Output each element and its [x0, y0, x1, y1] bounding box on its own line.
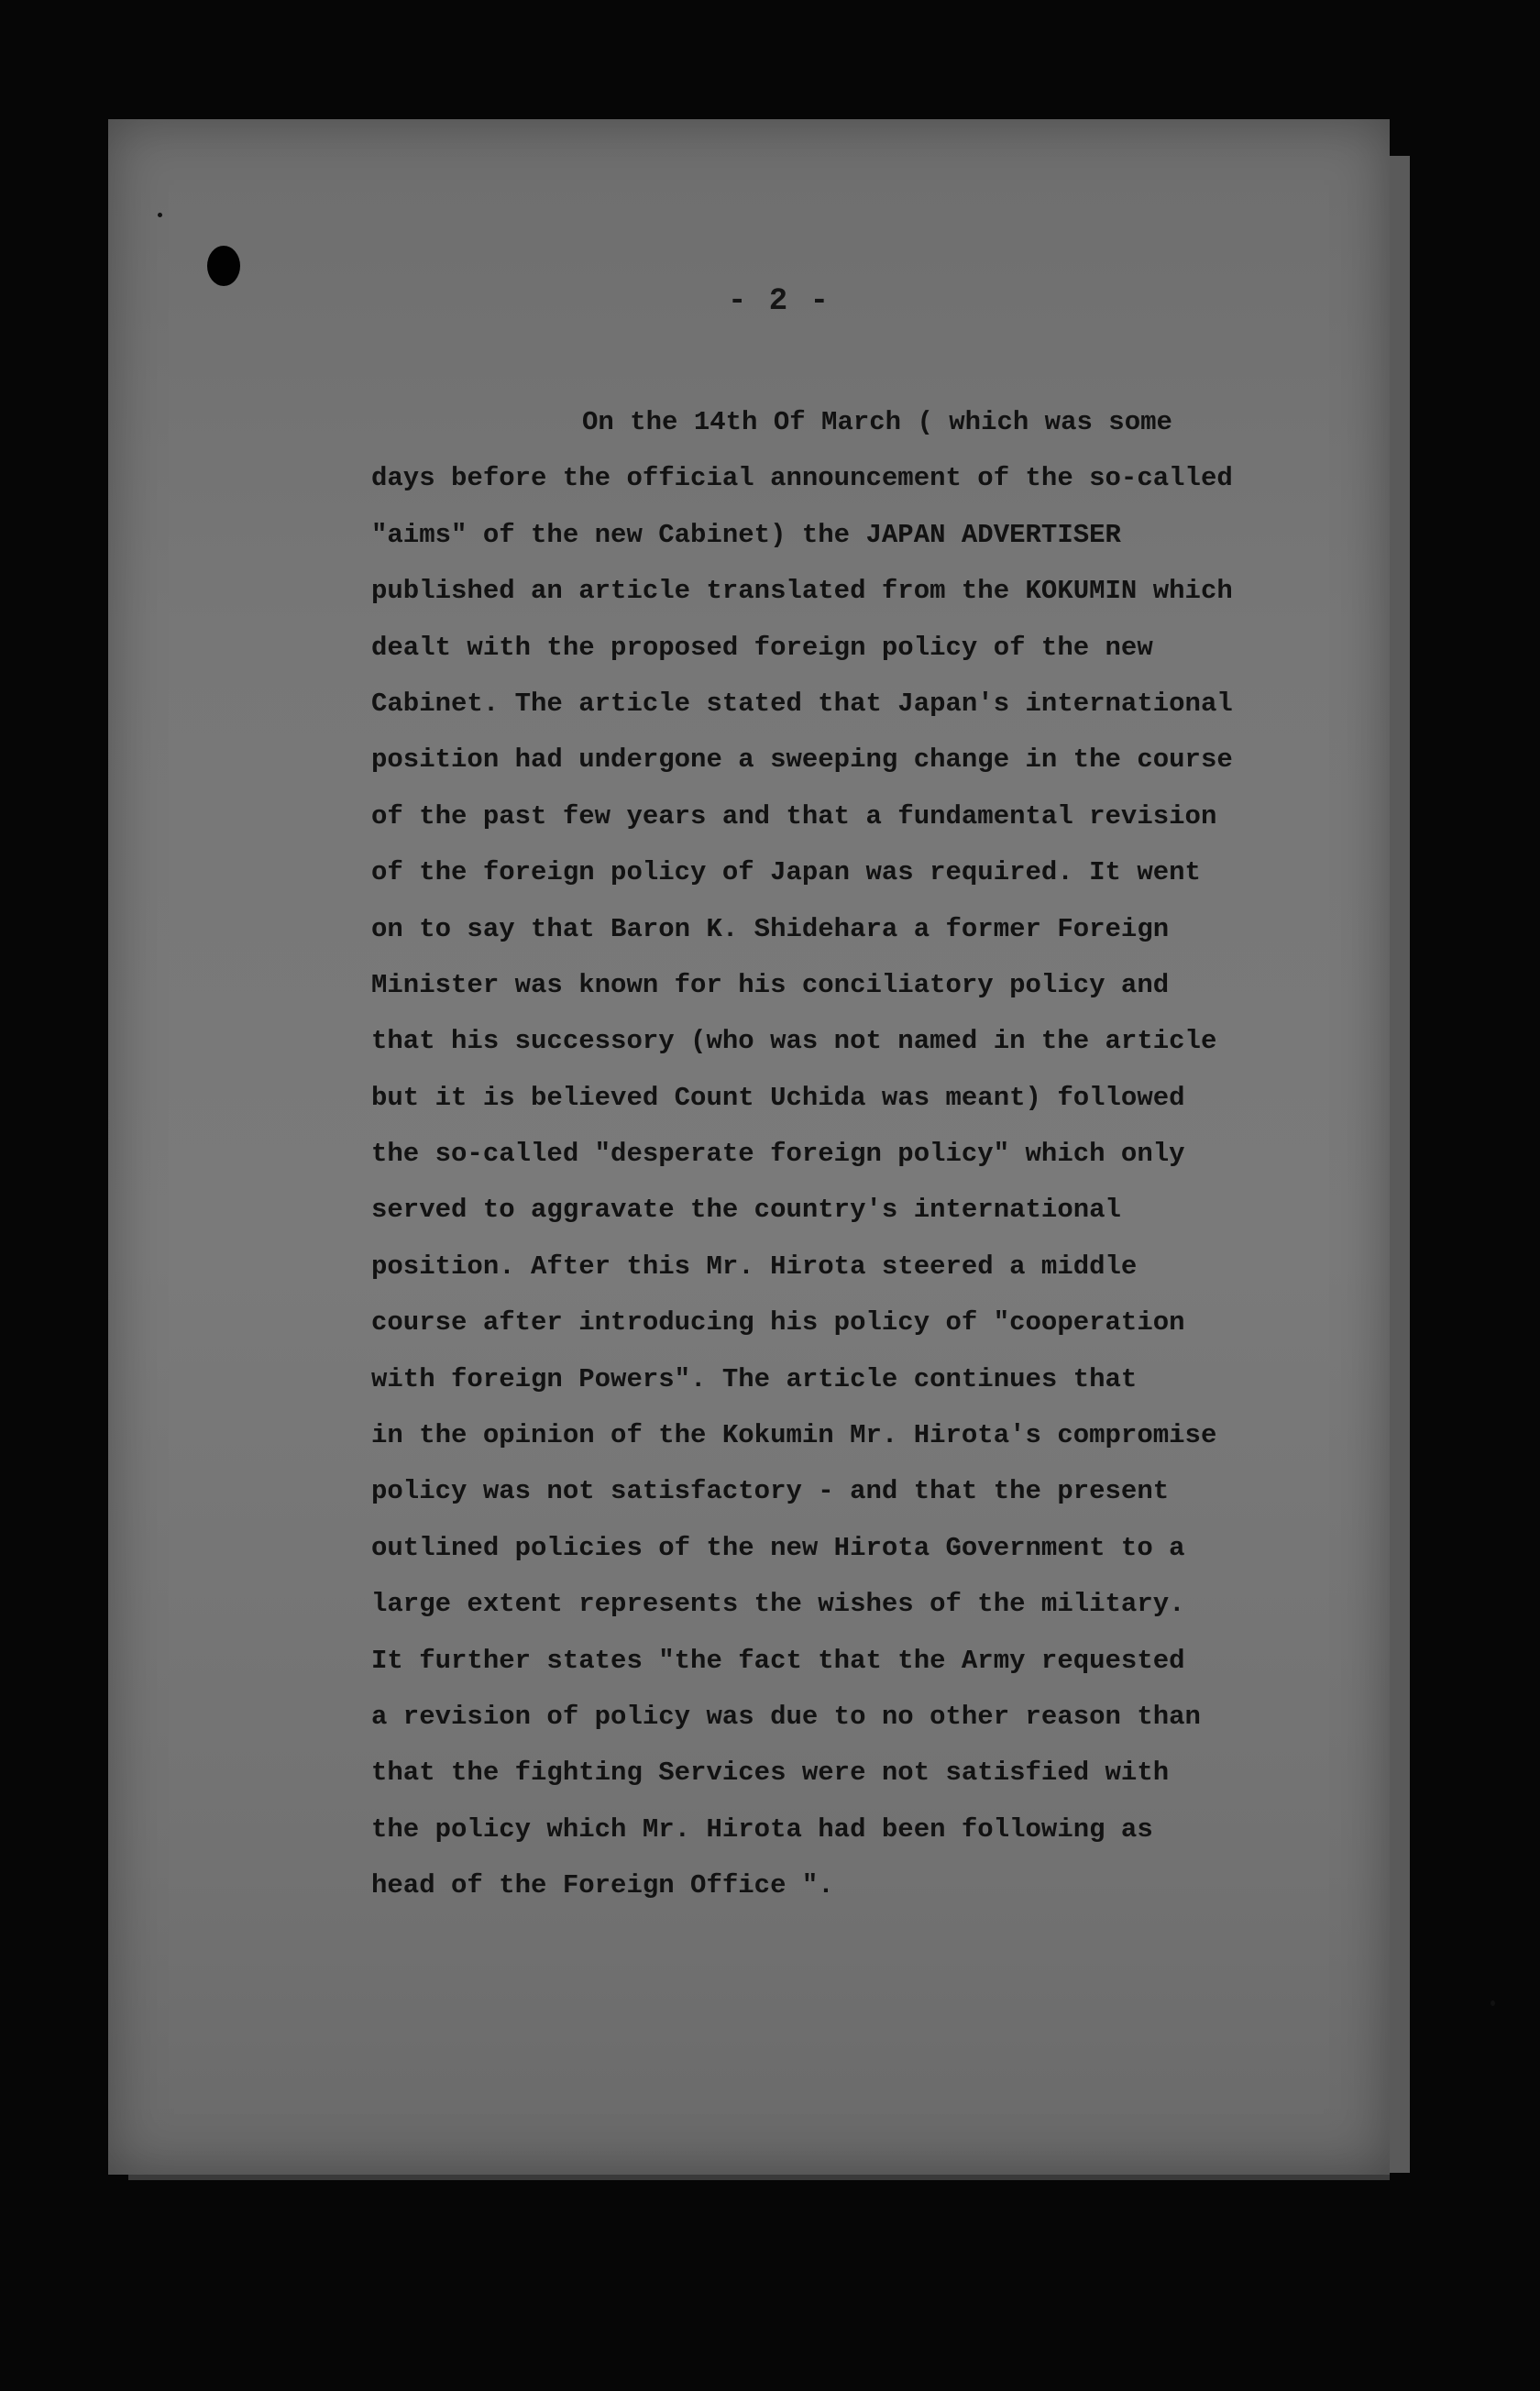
- text-line: days before the official announcement of the so-called: [371, 463, 1233, 494]
- text-line: of the foreign policy of Japan was required. It went: [371, 857, 1201, 888]
- document-body: [371, 394, 1288, 1914]
- page-bottom-edge: [128, 2175, 1390, 2180]
- page-number: - 2 -: [727, 284, 831, 319]
- text-line: position had undergone a sweeping change in the course: [371, 744, 1233, 776]
- text-line: in the opinion of the Kokumin Mr. Hirota's compromise: [371, 1420, 1217, 1451]
- scan-speck: [158, 213, 162, 217]
- text-line: served to aggravate the country's international: [371, 1195, 1121, 1226]
- text-line: that his successory (who was not named in the article: [371, 1026, 1217, 1057]
- page-edge: [1390, 156, 1410, 2173]
- text-line: Minister was known for his conciliatory policy and: [371, 969, 1170, 1000]
- text-line: a revision of policy was due to no other reason than: [371, 1701, 1201, 1732]
- text-line: the policy which Mr. Hirota had been following as: [371, 1813, 1153, 1845]
- text-line: published an article translated from the KOKUMIN which: [371, 576, 1233, 607]
- text-line: the so-called "desperate foreign policy" which only: [371, 1139, 1185, 1170]
- scan-speck: [1490, 2000, 1495, 2006]
- text-line: Cabinet. The article stated that Japan's international: [371, 688, 1233, 719]
- text-line: with foreign Powers". The article continues that: [371, 1363, 1138, 1394]
- text-line: outlined policies of the new Hirota Government to a: [371, 1532, 1185, 1563]
- text-line: head of the Foreign Office ".: [371, 1870, 834, 1901]
- text-line: but it is believed Count Uchida was meant) followed: [371, 1082, 1185, 1113]
- text-line: that the fighting Services were not satisfied with: [371, 1757, 1170, 1789]
- text-line: "aims" of the new Cabinet) the JAPAN ADVERTISER: [371, 519, 1121, 550]
- text-line: On the 14th Of March ( which was some: [582, 407, 1172, 437]
- text-line: of the past few years and that a fundamental revision: [371, 800, 1217, 832]
- text-line: course after introducing his policy of "cooperation: [371, 1307, 1185, 1339]
- text-line: on to say that Baron K. Shidehara a former Foreign: [371, 913, 1170, 944]
- text-line: large extent represents the wishes of the military.: [371, 1589, 1185, 1620]
- text-line: dealt with the proposed foreign policy of the new: [371, 632, 1153, 663]
- punch-hole-mark: [207, 246, 240, 286]
- text-line: It further states "the fact that the Army requested: [371, 1645, 1185, 1676]
- text-line: position. After this Mr. Hirota steered a middle: [371, 1251, 1138, 1282]
- text-line: policy was not satisfactory - and that the present: [371, 1476, 1170, 1507]
